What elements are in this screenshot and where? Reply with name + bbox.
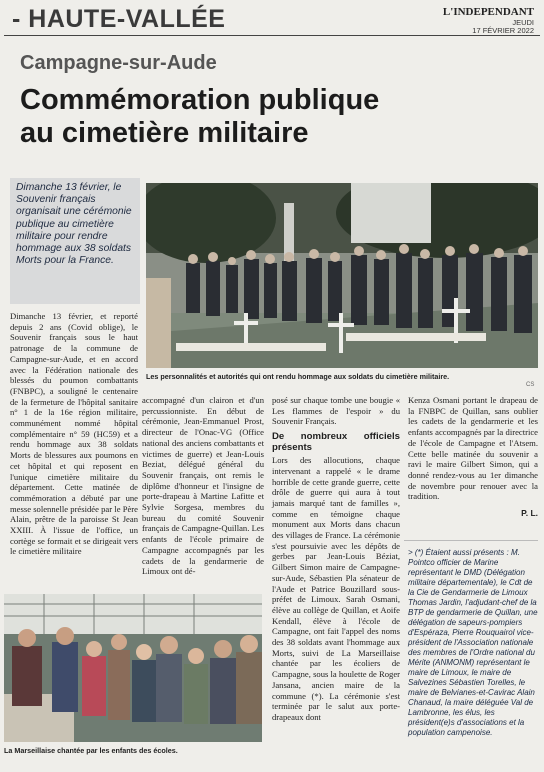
column-3-intro: posé sur chaque tombe une bougie « Les flammes de l'espoir » du Souvenir Français. bbox=[272, 395, 400, 427]
article-headline bbox=[20, 84, 490, 150]
section-title: - HAUTE-VALLÉE bbox=[12, 5, 226, 33]
page-header bbox=[4, 4, 540, 36]
text-column-1 bbox=[10, 311, 138, 557]
column-4-text: Kenza Osmani portant le drapeau de la FNBPC de Quillan, sans oublier les cadets de la gendarmerie et les enfants accompagnés par la directrice de l'école de Campagne et l'Atsem. Cette belle matinée du souvenir a ravi le maire Gilbert Simon, qui a donné rendez-vous au 1er dimanche de novembre pour renouer avec la tradition. bbox=[408, 395, 538, 502]
article-locality: Campagne-sur-Aude bbox=[20, 52, 217, 74]
photo-credit: CS bbox=[526, 382, 535, 388]
issue-day: JEUDI bbox=[512, 18, 534, 27]
ceremony-photo-caption: Les personnalités et autorités qui ont rendu hommage aux soldats du cimetière militaire. bbox=[146, 372, 450, 381]
ceremony-photo-image bbox=[146, 183, 538, 368]
headline-line-2: au cimetière militaire bbox=[20, 117, 309, 149]
article-lede: Dimanche 13 février, le Souvenir français organisait une cérémonie publique au cimetière militaire pour rendre hommage aux 38 soldats Morts pour la France. bbox=[10, 178, 140, 304]
column-divider bbox=[404, 540, 538, 541]
ceremony-photo bbox=[146, 183, 538, 368]
children-photo-image bbox=[4, 594, 262, 742]
attendees-note: > (*) Étaient aussi présents : M. Pointco officier de Marine représentant le DMD (Délégation militaire départementale), le Cdt de la Cie de Gendarmerie de Limoux Thomas Jardin, l'adjudant-chef de la BTP de gendarmerie de Quillan, une délégation de sapeurs-pompiers d'Espéraza, Pierre Rouquairol vice-président de l'Association nationale des membres de l'Ordre national du Mérite (ANMONM) représentant le maire de Limoux, le maire de Salvezines Sébastien Torelles, le maire de Belvianes-et-Cavirac Alain Chanaud, la maire déléguée Val de Lambronne, les élus, les président(e)s d'associations et la population campenoise. bbox=[408, 548, 538, 737]
children-photo bbox=[4, 594, 262, 742]
headline-line-1: Commémoration publique bbox=[20, 84, 380, 116]
column-1-text: Dimanche 13 février, et reporté depuis 2 ans (Covid oblige), le Souvenir français sous le haut patronage de la commune de Campagne-sur-Aude, et en accord avec la Fédération nationale des blessés du poumon combattants (FNBPC), a souligné le centenaire de la fermeture de l'hôpital sanitaire n° 1 de la 16e région militaire, communément nommé hôpital complémentaire n° 59 (HC59) et a rendu hommage aux 38 soldats Morts de blessures aux poumons en cet hôpital et qui reposent en l'unique cimetière militaire du département. Cette matinée de commémoration a débuté par une messe solennelle présidée par le Père Alain, prêtre de la paroisse St Jean XXIII. À l'issue de l'office, un cortège se formait et se dirigeait vers le cimetière militaire bbox=[10, 311, 138, 557]
text-column-4 bbox=[408, 395, 538, 519]
issue-date: 17 FÉVRIER 2022 bbox=[472, 26, 534, 35]
text-column-3 bbox=[272, 395, 400, 723]
text-column-2 bbox=[142, 395, 264, 577]
children-photo-caption: La Marseillaise chantée par les enfants des écoles. bbox=[4, 746, 178, 755]
newspaper-name: L'INDEPENDANT bbox=[442, 6, 534, 18]
column-3-text: Lors des allocutions, chaque intervenant a rappelé « le drame horrible de cette grande guerre, cette drôle de guerre qui aura à tout jamais marqué tant de familles », comme en témoigne chaque monument aux Morts dans chacun des villages de France. La cérémonie s'est poursuivie avec les dépôts de gerbes par Jean-Louis Béziat, Gilbert Simon maire de Campagne-sur-Aude, Sébastien Pla sénateur de l'Aude et Patrice Bouzillard sous-préfet de Limoux. Sarah Osmani, élève au collège de Quillan, et Aoife Kendall, élève à l'école de Campagne, ont fait l'appel des noms des 38 soldats avant l'hommage aux Morts, suivi de La Marseillaise chantée par les écoliers de Campagne, sous la houlette de Roger Jansana, ancien maire de la commune (*). La cérémonie s'est terminée par le salut aux porte-drapeaux dont bbox=[272, 455, 400, 722]
column-2-text: accompagné d'un clairon et d'un percussionniste. En début de cérémonie, Jean-Emmanuel Prost, directeur de l'Onac-VG (Office national des anciens combattants et victimes de guerre) et Jean-Louis Beziat, délégué général du Souvenir français, ont remis le diplôme d'honneur et l'insigne de porte-drapeau à Martine Lafitte et Sylvie Sorgesa, membres du bureau du comité Souvenir français de Campagne-Quillan. Les enfants de l'école primaire de Campagne accompagnés par les cadets de la gendarmerie de Limoux ont dé- bbox=[142, 395, 264, 577]
author-signature: P. L. bbox=[521, 508, 538, 519]
article-subhead: De nombreux officiels présents bbox=[272, 431, 400, 454]
